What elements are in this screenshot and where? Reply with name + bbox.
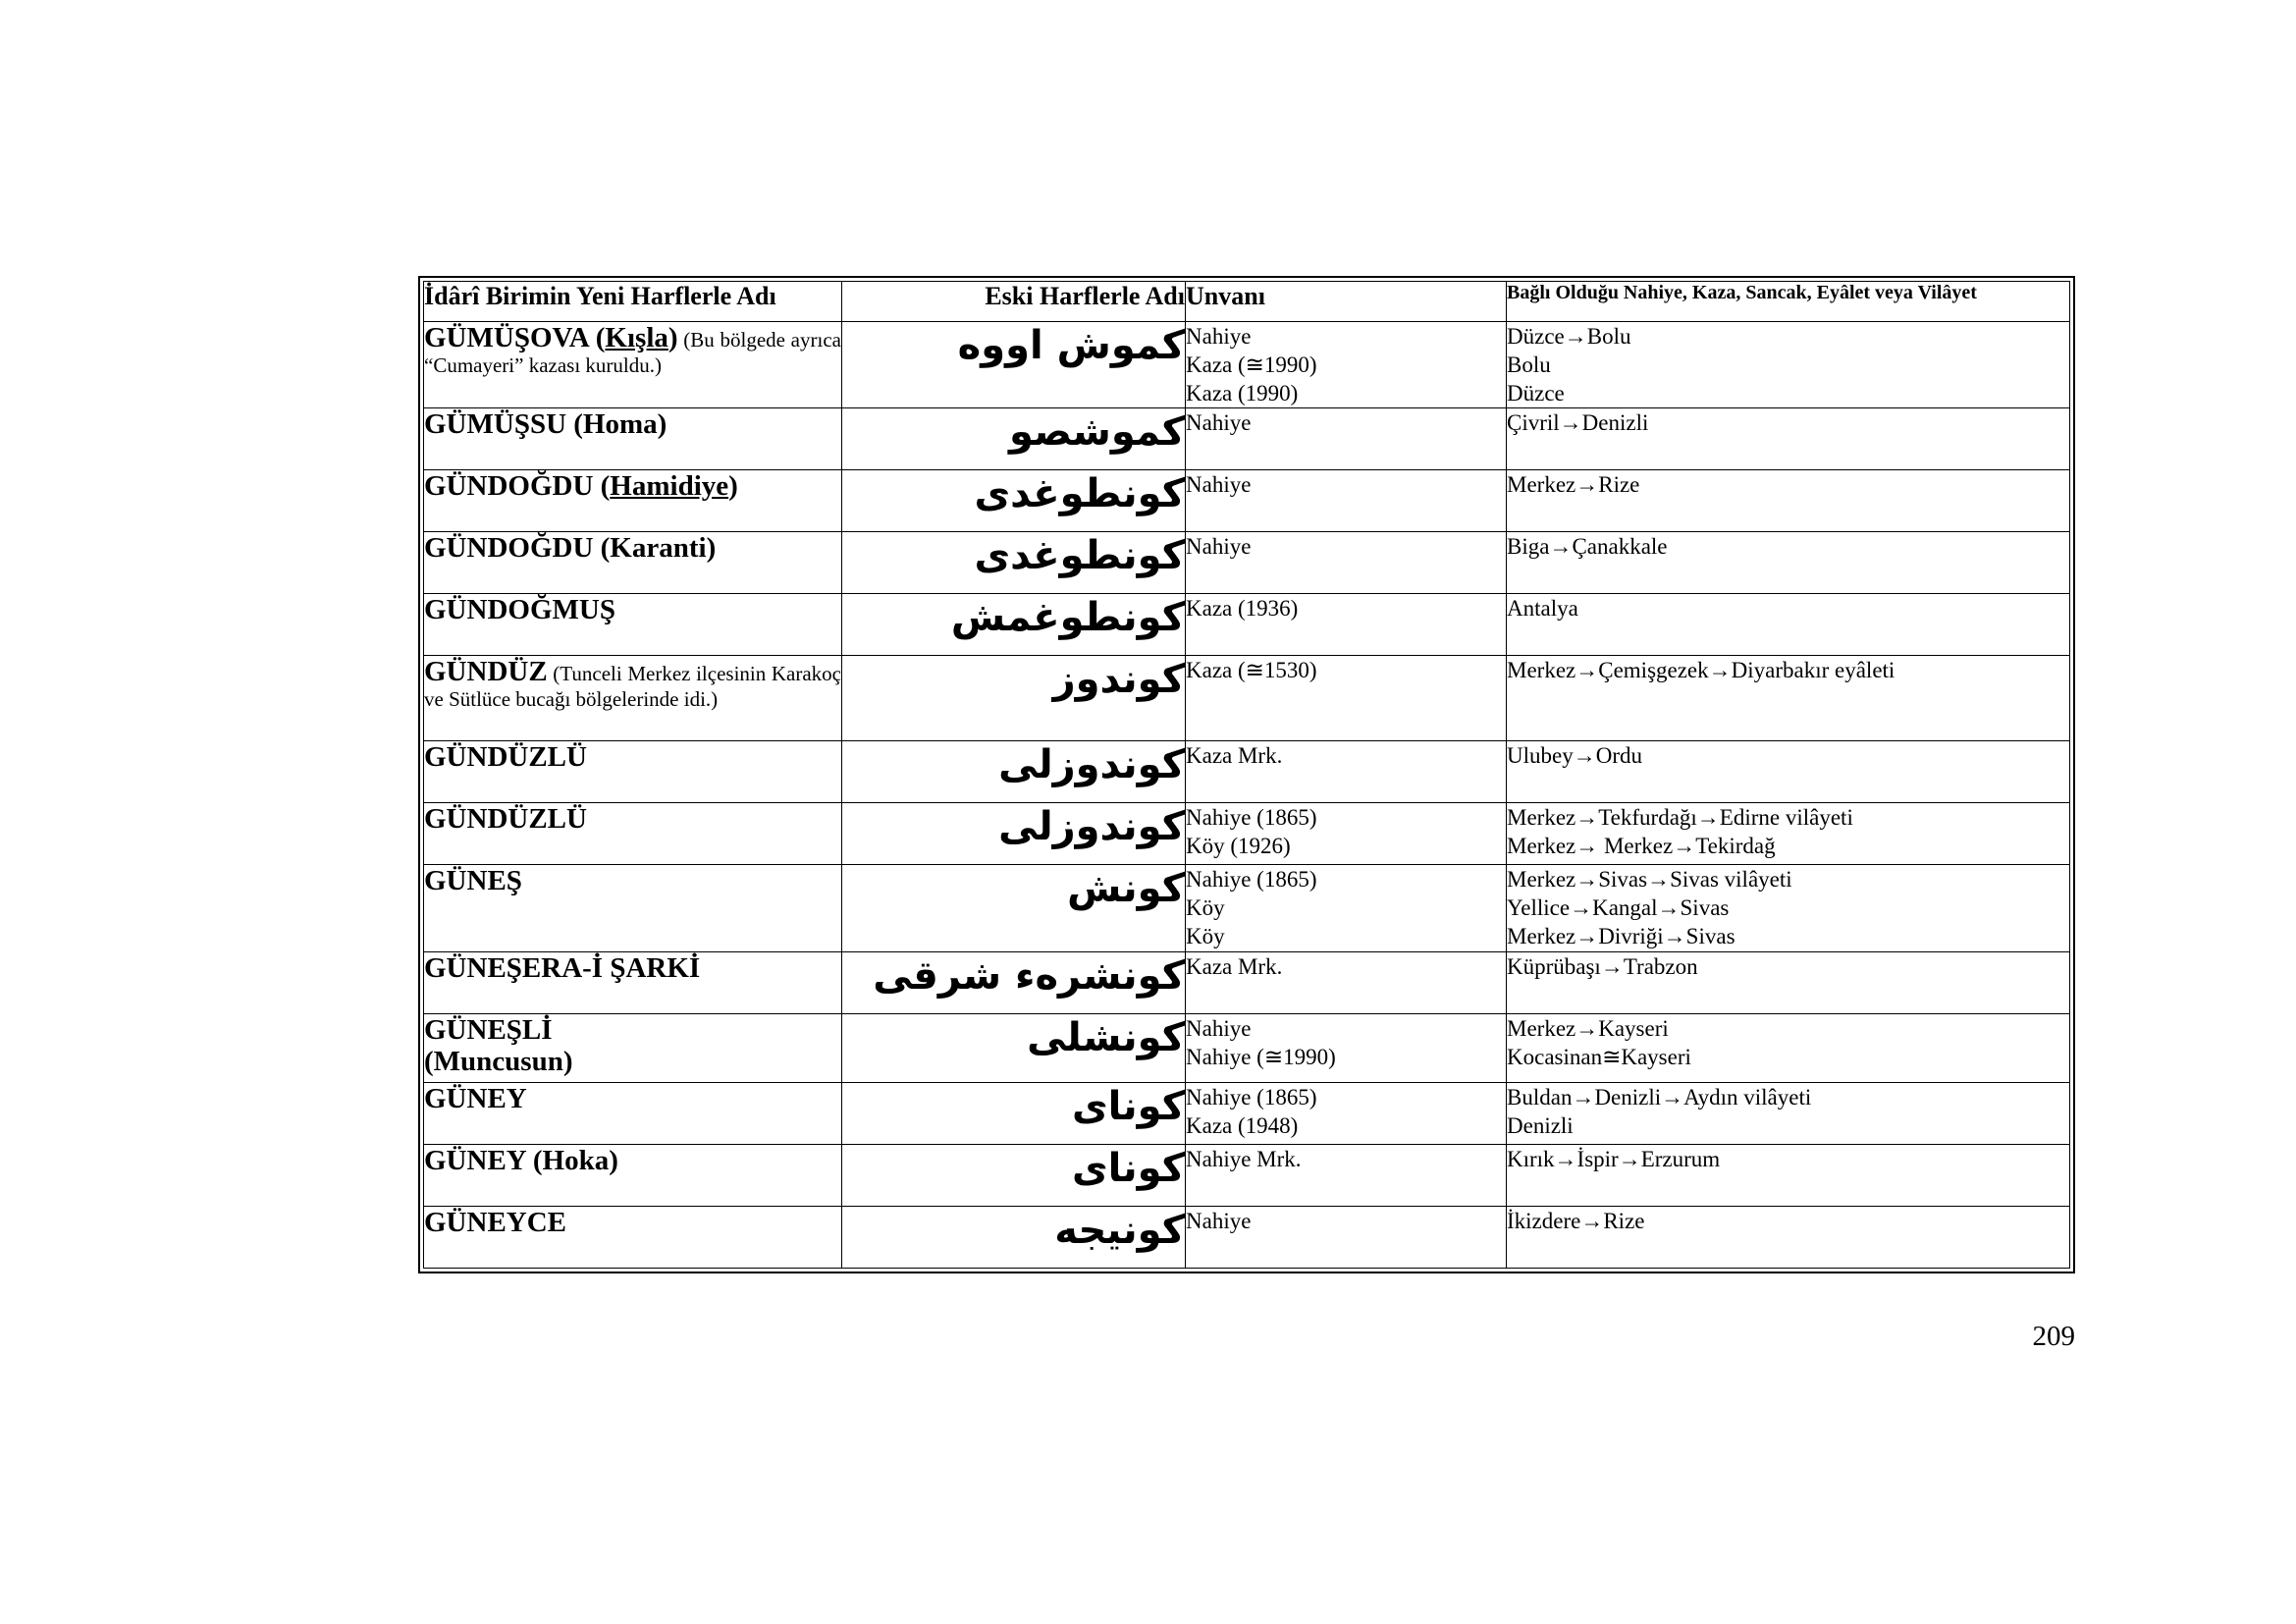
unit-name: GÜMÜŞSU (Homa)	[424, 408, 667, 440]
unit-name: GÜNEY (Hoka)	[424, 1145, 618, 1176]
old-name-cell: كونيجه	[842, 1207, 1186, 1269]
unit-name: GÜNDÜZ	[424, 656, 548, 687]
new-name-cell	[424, 1207, 842, 1269]
unit-name: GÜMÜŞOVA (Kışla)	[424, 322, 678, 353]
dependency-cell: Antalya	[1507, 594, 2070, 656]
title-cell: Nahiye Nahiye (≅1990)	[1186, 1014, 1507, 1083]
table-row	[424, 1014, 2070, 1083]
table-row	[424, 865, 2070, 952]
unit-name: GÜNEŞERA-İ ŞARKİ	[424, 952, 701, 984]
title-cell: Nahiye (1865) Kaza (1948)	[1186, 1083, 1507, 1145]
new-name-cell	[424, 594, 842, 656]
old-name-cell: كموش اووه	[842, 322, 1186, 408]
unit-name-alt: (Muncusun)	[424, 1046, 573, 1077]
unit-note: (Tunceli Merkez ilçesinin Karakoç ve Sütlüce bucağı bölgelerinde idi.)	[424, 662, 841, 711]
dependency-cell: İkizdere→Rize	[1507, 1207, 2070, 1269]
table-row	[424, 1145, 2070, 1207]
table-row	[424, 803, 2070, 865]
table-row	[424, 532, 2070, 594]
unit-name: GÜNDOĞMUŞ	[424, 594, 615, 625]
old-name-cell: كونشرهء شرقى	[842, 952, 1186, 1014]
title-cell: Kaza (1936)	[1186, 594, 1507, 656]
title-cell: Nahiye (1865) Köy (1926)	[1186, 803, 1507, 865]
page-number: 209	[2032, 1321, 2075, 1352]
unit-name: GÜNEY	[424, 1083, 527, 1114]
old-name-cell: كوناى	[842, 1083, 1186, 1145]
title-cell: Kaza (≅1530)	[1186, 656, 1507, 741]
new-name-cell	[424, 865, 842, 952]
table-row	[424, 656, 2070, 741]
old-name-cell: كونطوغدى	[842, 470, 1186, 532]
dependency-cell: Merkez→Çemişgezek→Diyarbakır eyâleti	[1507, 656, 2070, 741]
title-cell: Nahiye Mrk.	[1186, 1145, 1507, 1207]
header-dependency: Bağlı Olduğu Nahiye, Kaza, Sancak, Eyâlet veya Vilâyet	[1507, 282, 2070, 322]
old-name-cell: كونش	[842, 865, 1186, 952]
old-name-cell: كونطوغدى	[842, 532, 1186, 594]
old-name-cell: كوناى	[842, 1145, 1186, 1207]
dependency-cell: Merkez→Kayseri Kocasinan≅Kayseri	[1507, 1014, 2070, 1083]
title-cell: Kaza Mrk.	[1186, 952, 1507, 1014]
old-name-cell: كوندوزلى	[842, 803, 1186, 865]
unit-name: GÜNEŞ	[424, 865, 522, 896]
dependency-cell: Biga→Çanakkale	[1507, 532, 2070, 594]
header-old-name: Eski Harflerle Adı	[842, 282, 1186, 322]
table-row	[424, 594, 2070, 656]
unit-name: GÜNEYCE	[424, 1207, 567, 1238]
new-name-cell	[424, 322, 842, 408]
dependency-cell: Merkez→Rize	[1507, 470, 2070, 532]
old-name-cell: كونطوغمش	[842, 594, 1186, 656]
title-cell: Nahiye	[1186, 470, 1507, 532]
header-new-name: İdârî Birimin Yeni Harflerle Adı	[424, 282, 842, 322]
new-name-cell	[424, 532, 842, 594]
new-name-cell	[424, 656, 842, 741]
title-cell: Nahiye	[1186, 532, 1507, 594]
unit-note: (Bu bölgede ayrıca “Cumayeri” kazası kuruldu.)	[424, 328, 841, 377]
unit-name: GÜNDOĞDU (Karanti)	[424, 532, 717, 564]
table-row	[424, 1207, 2070, 1269]
new-name-cell	[424, 741, 842, 803]
dependency-cell: Merkez→Tekfurdağı→Edirne vilâyeti Merkez→ Merkez→Tekirdağ	[1507, 803, 2070, 865]
table-header-row	[424, 282, 2070, 322]
dependency-cell: Merkez→Sivas→Sivas vilâyeti Yellice→Kangal→Sivas Merkez→Divriği→Sivas	[1507, 865, 2070, 952]
new-name-cell	[424, 1014, 842, 1083]
unit-name: GÜNDOĞDU (Hamidiye)	[424, 470, 738, 502]
title-cell: Nahiye	[1186, 408, 1507, 470]
new-name-cell	[424, 470, 842, 532]
new-name-cell	[424, 803, 842, 865]
table-row	[424, 1083, 2070, 1145]
unit-name: GÜNEŞLİ	[424, 1014, 553, 1046]
gazetteer-table	[423, 281, 2070, 1269]
table-row	[424, 322, 2070, 408]
table-row	[424, 408, 2070, 470]
title-cell: Kaza Mrk.	[1186, 741, 1507, 803]
old-name-cell: كونشلى	[842, 1014, 1186, 1083]
dependency-cell: Düzce→Bolu Bolu Düzce	[1507, 322, 2070, 408]
new-name-cell	[424, 408, 842, 470]
header-title: Unvanı	[1186, 282, 1507, 322]
title-cell: Nahiye (1865) Köy Köy	[1186, 865, 1507, 952]
dependency-cell: Kırık→İspir→Erzurum	[1507, 1145, 2070, 1207]
dependency-cell: Ulubey→Ordu	[1507, 741, 2070, 803]
unit-name: GÜNDÜZLÜ	[424, 741, 587, 773]
gazetteer-table-frame	[418, 276, 2075, 1273]
old-name-cell: كوندوز	[842, 656, 1186, 741]
dependency-cell: Çivril→Denizli	[1507, 408, 2070, 470]
table-row	[424, 470, 2070, 532]
table-row	[424, 952, 2070, 1014]
new-name-cell	[424, 1145, 842, 1207]
dependency-cell: Küprübaşı→Trabzon	[1507, 952, 2070, 1014]
new-name-cell	[424, 1083, 842, 1145]
dependency-cell: Buldan→Denizli→Aydın vilâyeti Denizli	[1507, 1083, 2070, 1145]
old-name-cell: كموشصو	[842, 408, 1186, 470]
title-cell: Nahiye	[1186, 1207, 1507, 1269]
table-row	[424, 741, 2070, 803]
unit-name: GÜNDÜZLÜ	[424, 803, 587, 835]
old-name-cell: كوندوزلى	[842, 741, 1186, 803]
new-name-cell	[424, 952, 842, 1014]
title-cell: Nahiye Kaza (≅1990) Kaza (1990)	[1186, 322, 1507, 408]
